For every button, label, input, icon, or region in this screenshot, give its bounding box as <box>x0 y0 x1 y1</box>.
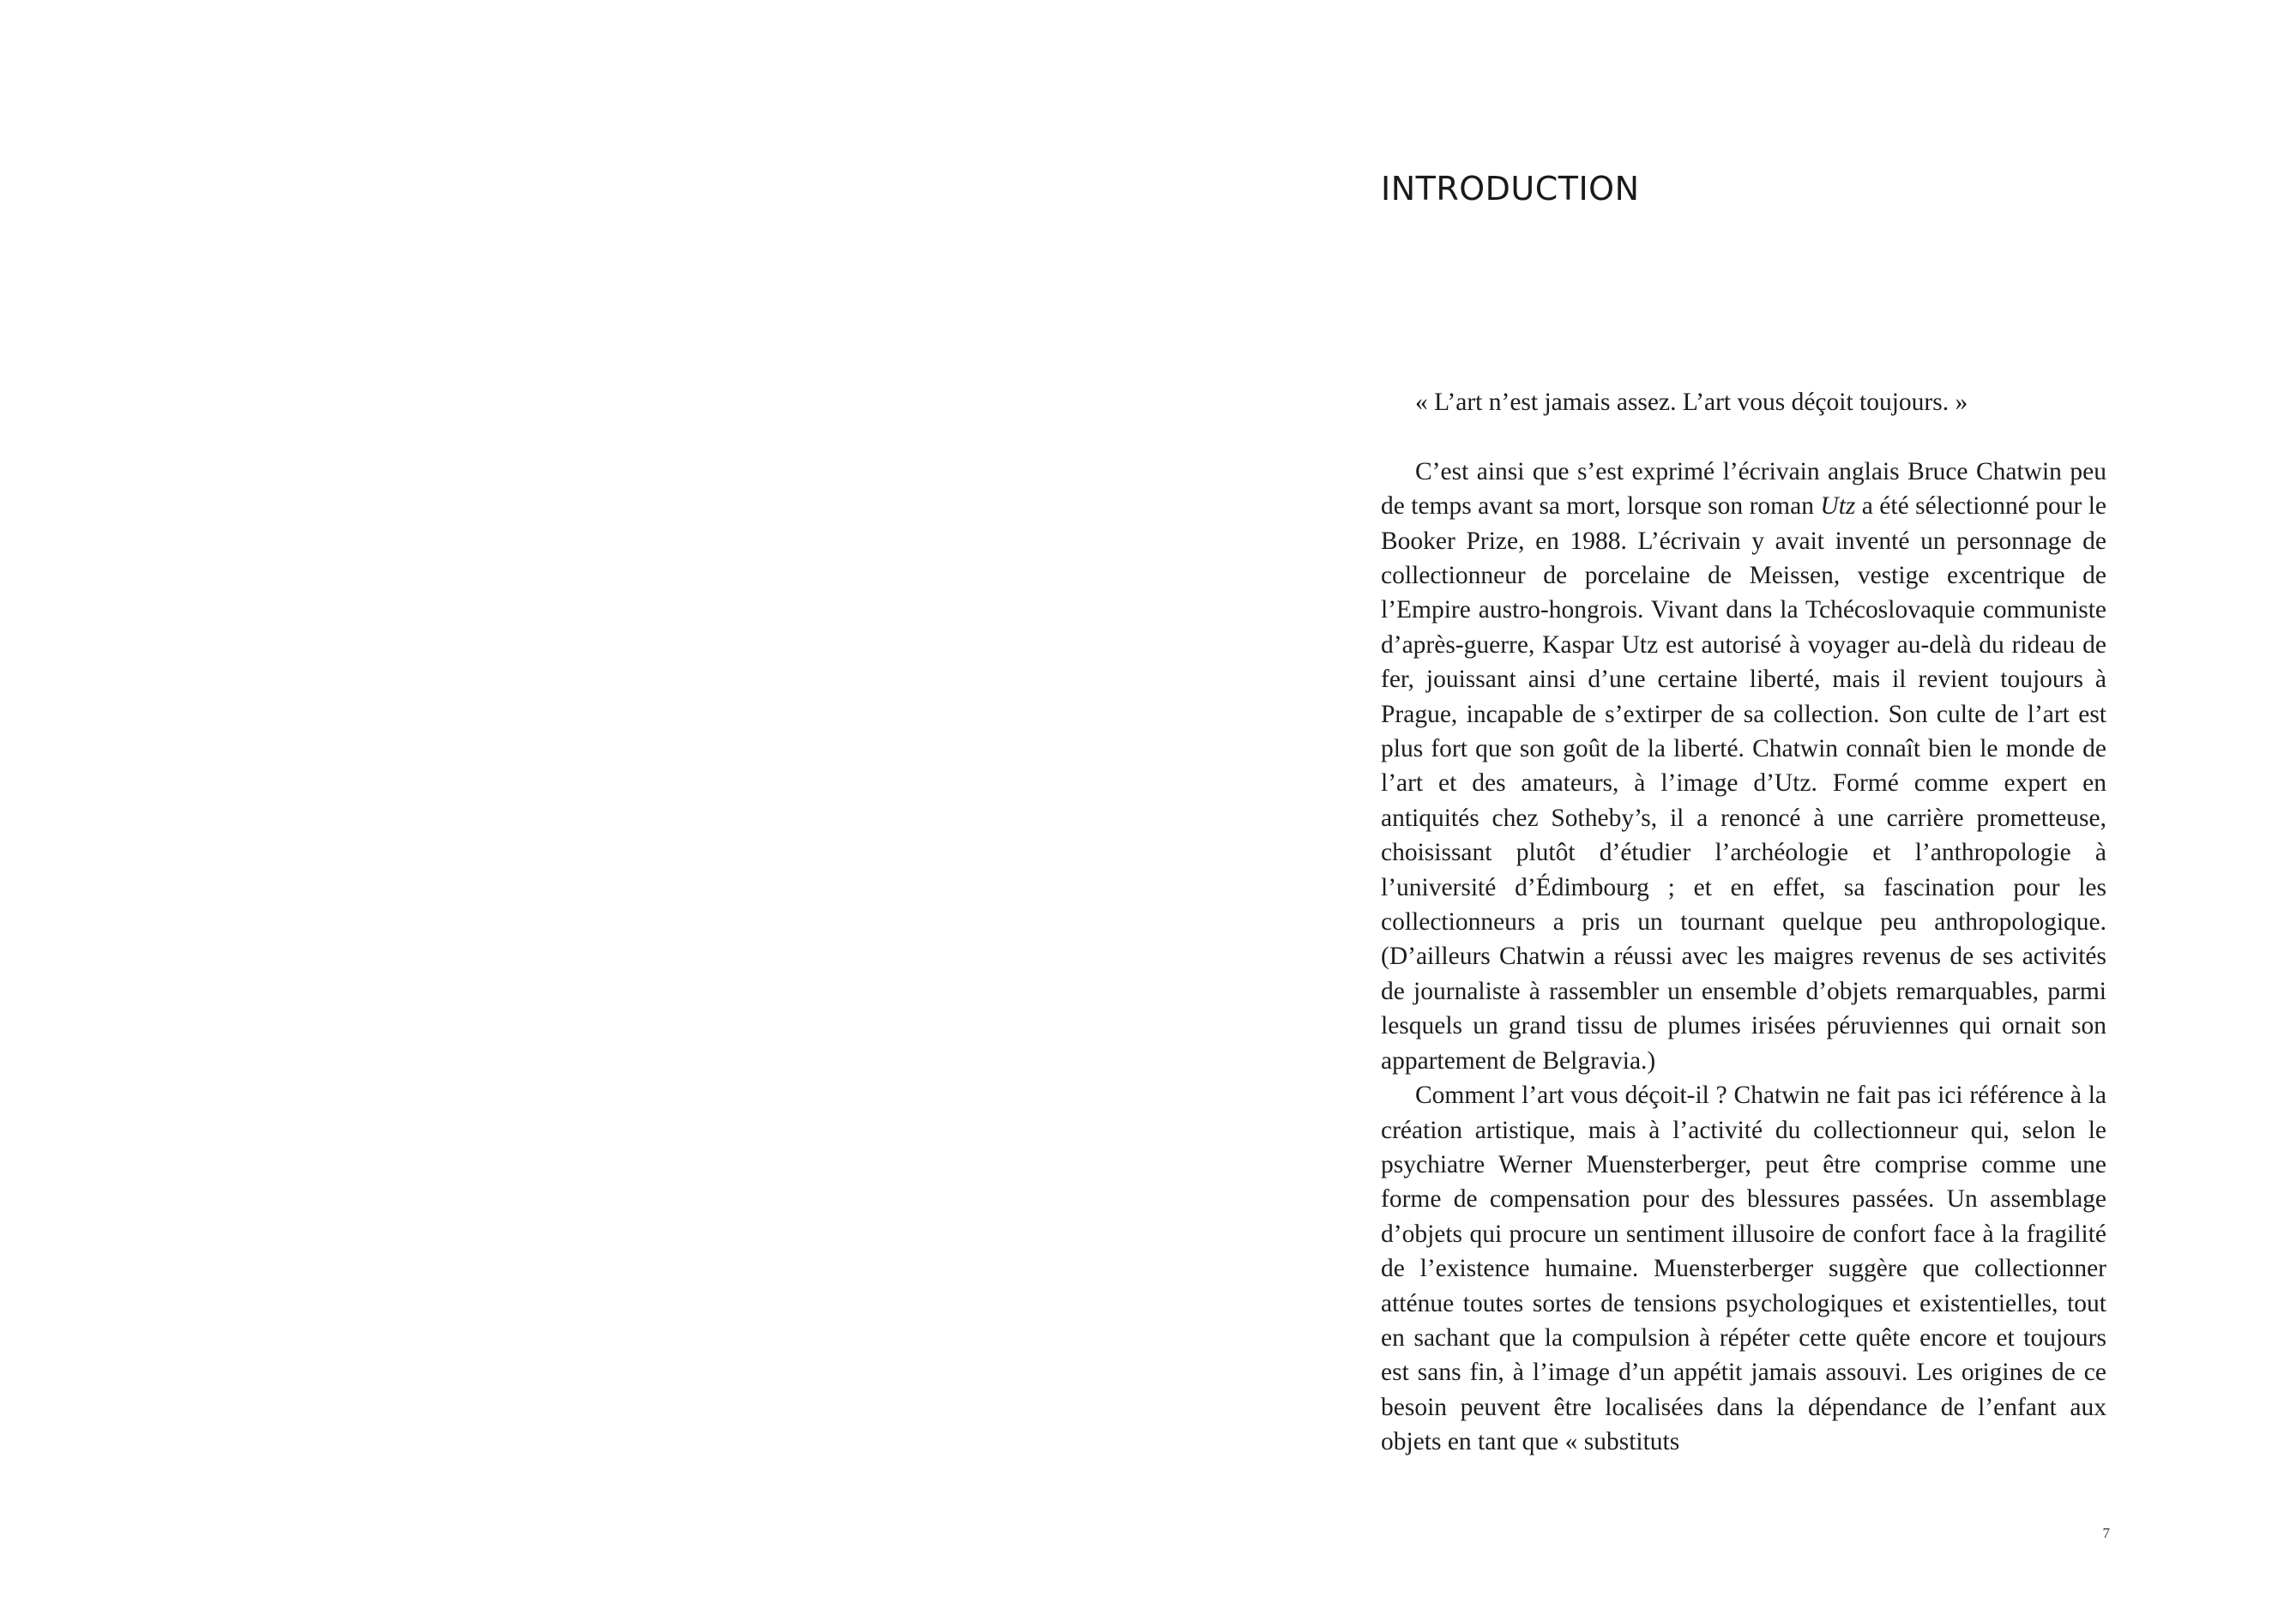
body-text <box>1381 385 2106 1460</box>
paragraph-1-part-2: a été sélectionné pour le Booker Prize, en 1988. L’écrivain y avait inventé un personnage de collectionneur de porcelaine de Meissen, vestige excentrique de l’Empire austro-hongrois. Vivant dans la Tchécoslovaquie communiste d’après-guerre, Kaspar Utz est autorisé à voyager au-delà du rideau de fer, jouissant ainsi d’une certaine liberté, mais il revient toujours à Prague, incapable de s’extirper de sa collection. Son culte de l’art est plus fort que son goût de la liberté. Chatwin connaît bien le monde de l’art et des amateurs, à l’image d’Utz. Formé comme expert en antiquités chez Sotheby’s, il a renoncé à une carrière prometteuse, choisissant plutôt d’étudier l’archéologie et l’anthropologie à l’université d’Édimbourg ; et en effet, sa fascination pour les collectionneurs a pris un tournant quelque peu anthropologique. (D’ailleurs Chatwin a réussi avec les maigres revenus de ses activités de journaliste à rassembler un ensemble d’objets remarquables, parmi lesquels un grand tissu de plumes irisées péruviennes qui ornait son appartement de Belgravia.) <box>1381 492 2106 1075</box>
novel-title-italic: Utz <box>1820 492 1856 521</box>
page-number: 7 <box>2102 1525 2110 1541</box>
paragraph-2: Comment l’art vous déçoit-il ? Chatwin ne fait pas ici référence à la création artistique, mais à l’activité du collectionneur qui, selon le psychiatre Werner Muensterberger, peut être comprise comme une forme de compensation pour des blessures passées. Un assemblage d’objets qui procure un sentiment illusoire de confort face à la fragilité de l’existence humaine. Muensterberger suggère que collectionner atténue toutes sortes de tensions psychologiques et existentielles, tout en sachant que la compulsion à répéter cette quête encore et toujours est sans fin, à l’image d’un appétit jamais assouvi. Les origines de ce besoin peuvent être localisées dans la dépendance de l’enfant aux objets en tant que « substituts <box>1381 1082 2106 1456</box>
epigraph-quote: « L’art n’est jamais assez. L’art vous déçoit toujours. » <box>1415 389 1968 416</box>
chapter-title: INTRODUCTION <box>1381 170 1640 208</box>
paragraph-1 <box>1381 455 2106 1078</box>
paragraph-1-part-1: C’est ainsi que s’est exprimé l’écrivain anglais Bruce Chatwin peu de temps avant sa mort, lorsque son roman <box>1381 457 2106 521</box>
